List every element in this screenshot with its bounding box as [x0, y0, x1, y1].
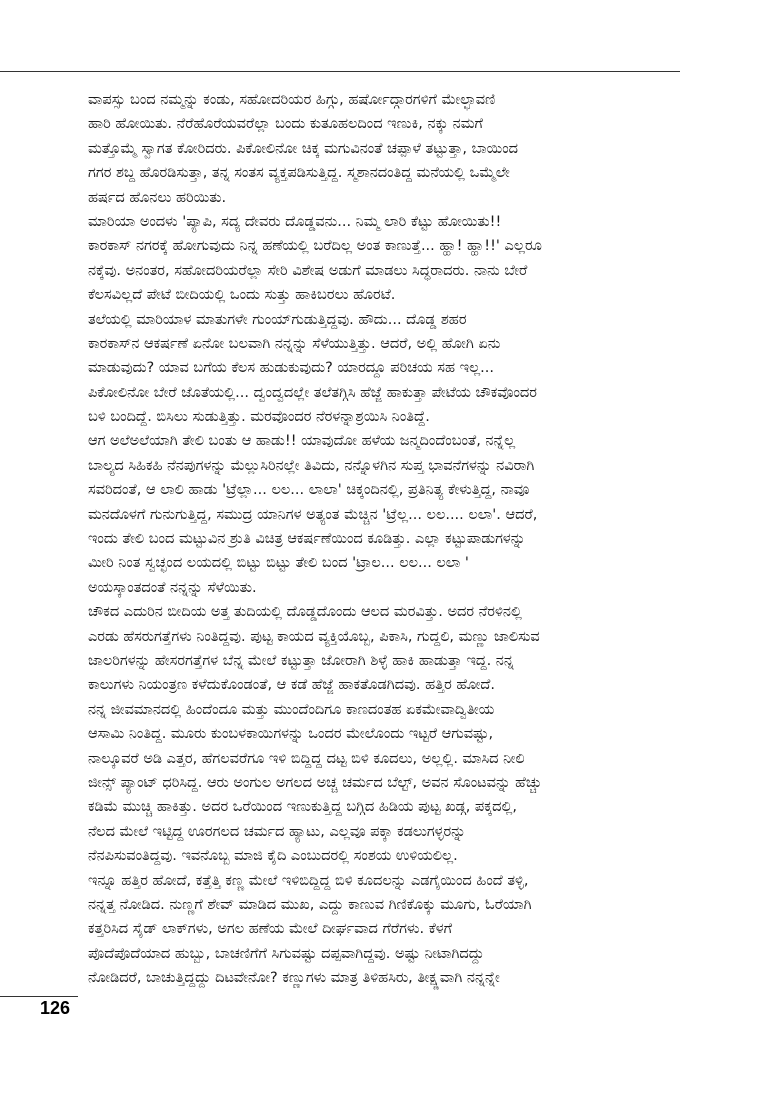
footer-rule [0, 996, 78, 997]
text-line: ಕತ್ತರಿಸಿದ ಸೈಡ್ ಲಾಕ್‌ಗಳು, ಅಗಲ ಹಣೆಯ ಮೇಲೆ ದೀರ್ಘವಾದ ಗೆರೆಗಳು. ಕೆಳಗೆ [88, 921, 453, 938]
text-line: ನೆನಪಿಸುವಂತಿದ್ದವು. ಇವನೊಬ್ಬ ಮಾಜಿ ಕೈದಿ ಎಂಬುದರಲ್ಲಿ ಸಂಶಯ ಉಳಿಯಲಿಲ್ಲ. [88, 848, 458, 865]
text-line: ನಕ್ಕೆವು. ಅನಂತರ, ಸಹೋದರಿಯರೆಲ್ಲಾ ಸೇರಿ ವಿಶೇಷ ಅಡುಗೆ ಮಾಡಲು ಸಿದ್ಧರಾದರು. ನಾನು ಬೇರೆ [88, 262, 528, 279]
text-line: ನನ್ನತ್ತ ನೋಡಿದ. ನುಣ್ಣಗೆ ಶೇವ್ ಮಾಡಿದ ಮುಖ, ಎದ್ದು ಕಾಣುವ ಗಿಣಿಕೊಕ್ಕು ಮೂಗು, ಓರೆಯಾಗಿ [88, 896, 532, 913]
text-line: ಪೊದೆಪೊದೆಯಾದ ಹುಬ್ಬು, ಬಾಚಣಿಗೆಗೆ ಸಿಗುವಷ್ಟು ದಪ್ಪವಾಗಿದ್ದವು. ಅಷ್ಟು ನೀಟಾಗಿದದ್ದು [88, 945, 485, 962]
text-line: ಆಸಾಮಿ ನಿಂತಿದ್ದ. ಮೂರು ಕುಂಬಳಕಾಯಿಗಳನ್ನು ಒಂದರ ಮೇಲೊಂದು ಇಟ್ಟರೆ ಆಗುವಷ್ಟು, [88, 726, 494, 743]
text-line: ನೋಡಿದರೆ, ಬಾಚುತ್ತಿದ್ದದ್ದು ದಿಟವೇನೋ? ಕಣ್ಣುಗಳು ಮಾತ್ರ ತಿಳಿಹಸಿರು, ತೀಕ್ಷ್ಣವಾಗಿ ನನ್ನನ್ನೇ [88, 970, 500, 987]
header-rule [0, 71, 680, 72]
text-line: ಗಗರ ಶಬ್ದ ಹೊರಡಿಸುತ್ತಾ, ತನ್ನ ಸಂತಸ ವ್ಯಕ್ತಪಡಿಸುತ್ತಿದ್ದ. ಸ್ಮಶಾನದಂತಿದ್ದ ಮನೆಯಲ್ಲಿ ಒಮ್ಮೆಲೇ [88, 165, 510, 182]
text-line: ತಲೆಯಲ್ಲಿ ಮಾರಿಯಾಳ ಮಾತುಗಳೇ ಗುಂಯ್‌ಗುಡುತ್ತಿದ್ದವು. ಹೌದು... ದೊಡ್ಡ ಶಹರ [88, 311, 467, 328]
paragraph-2 [88, 210, 678, 308]
text-line: ಅಯಸ್ಕಾಂತದಂತೆ ನನ್ನನ್ನು ಸೆಳೆಯಿತು. [88, 579, 257, 596]
paragraph-7 [88, 869, 678, 991]
text-line: ಮತ್ತೊಮ್ಮೆ ಸ್ವಾಗತ ಕೋರಿದರು. ಪಿಕೋಲಿನೋ ಚಿಕ್ಕ ಮಗುವಿನಂತೆ ಚಪ್ಪಾಳೆ ತಟ್ಟುತ್ತಾ, ಬಾಯಿಂದ [88, 140, 518, 157]
text-line: ಕಾರಕಾಸ್ ನಗರಕ್ಕೆ ಹೋಗುವುದು ನಿನ್ನ ಹಣೆಯಲ್ಲಿ ಬರೆದಿಲ್ಲ ಅಂತ ಕಾಣುತ್ತೆ... ಹ್ಹಾ! ಹ್ಹಾ!!' ಎಲ್ಲರೂ [88, 238, 542, 255]
text-line: ಸವರಿದಂತೆ, ಆ ಲಾಲಿ ಹಾಡು 'ಟ್ರೆಲ್ಲಾ... ಲಲ... ಲಾಲಾ' ಚಿಕ್ಕಂದಿನಲ್ಲಿ, ಪ್ರತಿನಿತ್ಯ ಕೇಳುತ್ತಿದ್ದ, ನಾವೂ [88, 482, 530, 499]
text-line: ಪಿಕೋಲಿನೋ ಬೇರೆ ಜೊತೆಯಲ್ಲಿ... ದ್ವಂದ್ವದಲ್ಲೇ ತಲೆತಗ್ಗಿಸಿ ಹೆಜ್ಜೆ ಹಾಕುತ್ತಾ ಪೇಟೆಯ ಚೌಕವೊಂದರ [88, 384, 537, 401]
text-line: ನೆಲದ ಮೇಲೆ ಇಟ್ಟಿದ್ದ ಊರಗಲದ ಚರ್ಮದ ಹ್ಯಾಟು, ಎಲ್ಲವೂ ಪಕ್ಕಾ ಕಡಲುಗಳ್ಳರನ್ನು [88, 823, 466, 840]
text-line: ಬಾಲ್ಯದ ಸಿಹಿಕಹಿ ನೆನಪುಗಳನ್ನು ಮೆಲ್ಲುಸಿರಿನಲ್ಲೇ ತಿವಿದು, ನನ್ನೊಳಗಿನ ಸುಪ್ತ ಭಾವನೆಗಳನ್ನು ನವಿರಾಗಿ [88, 457, 535, 474]
text-line: ವಾಪಸ್ಸು ಬಂದ ನಮ್ಮನ್ನು ಕಂಡು, ಸಹೋದರಿಯರ ಹಿಗ್ಗು, ಹರ್ಷೋದ್ಗಾರಗಳಿಗೆ ಮೇಲ್ಛಾವಣಿ [88, 92, 496, 108]
text-line: ಮಾರಿಯಾ ಅಂದಳು 'ಪ್ಯಾಪಿ, ಸದ್ಯ ದೇವರು ದೊಡ್ಡವನು... ನಿಮ್ಮ ಲಾರಿ ಕೆಟ್ಟು ಹೋಯಿತು!! [88, 213, 502, 230]
text-line: ಇಂದು ತೇಲಿ ಬಂದ ಮಟ್ಟುವಿನ ಶ್ರುತಿ ವಿಚಿತ್ರ ಆಕರ್ಷಣೆಯಿಂದ ಕೂಡಿತ್ತು. ಎಲ್ಲಾ ಕಟ್ಟುಪಾಡುಗಳನ್ನು [88, 531, 526, 548]
text-line: ಆಗ ಅಲೆಅಲೆಯಾಗಿ ತೇಲಿ ಬಂತು ಆ ಹಾಡು!! ಯಾವುದೋ ಹಳೆಯ ಜನ್ಮದಿಂದೆಂಬಂತೆ, ನನ್ನೆಲ್ಲ [88, 433, 516, 450]
paragraph-4 [88, 429, 678, 600]
body-text [88, 88, 678, 990]
text-line: ಇನ್ನೂ ಹತ್ತಿರ ಹೋದೆ, ಕತ್ತೆತ್ತಿ ಕಣ್ಣ ಮೇಲೆ ಇಳಿಬಿದ್ದಿದ್ದ ಬಿಳಿ ಕೂದಲನ್ನು ಎಡಗೈಯಿಂದ ಹಿಂದೆ ತಳ್ಳಿ, [88, 872, 529, 889]
text-line: ಕೆಲಸವಿಲ್ಲದೆ ಪೇಟೆ ಬೀದಿಯಲ್ಲಿ ಒಂದು ಸುತ್ತು ಹಾಕಿಬರಲು ಹೊರಟೆ. [88, 287, 396, 304]
text-line: ಜಾಲರಿಗಳನ್ನು ಹೇಸರಗತ್ತೆಗಳ ಬೆನ್ನ ಮೇಲೆ ಕಟ್ಟುತ್ತಾ ಜೋರಾಗಿ ಶಿಳ್ಳೆ ಹಾಕಿ ಹಾಡುತ್ತಾ ಇದ್ದ. ನನ್ನ [88, 652, 514, 669]
text-line: ಜೀನ್ಸ್ ಪ್ಯಾಂಟ್ ಧರಿಸಿದ್ದ. ಆರು ಅಂಗುಲ ಅಗಲದ ಅಚ್ಚ ಚರ್ಮದ ಬೆಲ್ಟ್, ಅವನ ಸೊಂಟವನ್ನು ಹೆಚ್ಚು [88, 774, 542, 791]
text-line: ಹಾರಿ ಹೋಯಿತು. ನೆರೆಹೊರೆಯವರೆಲ್ಲಾ ಬಂದು ಕುತೂಹಲದಿಂದ ಇಣುಕಿ, ನಕ್ಕು ನಮಗೆ [88, 116, 483, 133]
text-line: ಎರಡು ಹೆಸರುಗತ್ತೆಗಳು ನಿಂತಿದ್ದವು. ಪುಟ್ಟ ಕಾಯದ ವ್ಯಕ್ತಿಯೊಬ್ಬ, ಪಿಕಾಸಿ, ಗುದ್ದಲಿ, ಮಣ್ಣು ಜಾಲಿಸುವ [88, 628, 540, 645]
text-line: ನನ್ನ ಜೀವಮಾನದಲ್ಲಿ ಹಿಂದೆಂದೂ ಮತ್ತು ಮುಂದೆಂದಿಗೂ ಕಾಣದಂತಹ ಏಕಮೇವಾದ್ವಿತೀಯ [88, 701, 495, 718]
paragraph-6 [88, 698, 678, 869]
text-line: ಕಡಿಮೆ ಮುಚ್ಚಿ ಹಾಕಿತ್ತು. ಅದರ ಒರೆಯಿಂದ ಇಣುಕುತ್ತಿದ್ದ ಬಗ್ಗಿದ ಹಿಡಿಯ ಪುಟ್ಟ ಖಡ್ಗ, ಪಕ್ಕದಲ್ಲಿ, [88, 799, 518, 816]
text-line: ಮೀರಿ ನಿಂತ ಸ್ವಚ್ಛಂದ ಲಯದಲ್ಲಿ ಬಿಟ್ಟು ಬಿಟ್ಟು ತೇಲಿ ಬಂದ 'ಟ್ರಾಲ... ಲಲ... ಲಲಾ ' [88, 555, 469, 572]
paragraph-5 [88, 600, 678, 698]
page-number: 126 [40, 998, 71, 1018]
paragraph-3 [88, 308, 678, 430]
text-line: ಕಾರಕಾಸ್‌ನ ಆಕರ್ಷಣೆ ಏನೋ ಬಲವಾಗಿ ನನ್ನನ್ನು ಸೆಳೆಯುತ್ತಿತ್ತು. ಆದರೆ, ಅಲ್ಲಿ ಹೋಗಿ ಏನು [88, 335, 501, 352]
text-line: ನಾಲ್ಕೂವರೆ ಅಡಿ ಎತ್ತರ, ಹೆಗಲವರೆಗೂ ಇಳಿ ಬಿದ್ದಿದ್ದ ದಟ್ಟ ಬಿಳಿ ಕೂದಲು, ಅಲ್ಲಲ್ಲಿ. ಮಾಸಿದ ನೀಲಿ [88, 750, 525, 767]
text-line: ಕಾಲುಗಳು ನಿಯಂತ್ರಣ ಕಳೆದುಕೊಂಡಂತೆ, ಆ ಕಡೆ ಹೆಜ್ಜೆ ಹಾಕತೊಡಗಿದವು. ಹತ್ತಿರ ಹೋದೆ. [88, 677, 495, 694]
text-line: ಹರ್ಷದ ಹೊನಲು ಹರಿಯಿತು. [88, 189, 227, 206]
text-line: ಮಾಡುವುದು? ಯಾವ ಬಗೆಯ ಕೆಲಸ ಹುಡುಕುವುದು? ಯಾರದ್ದೂ ಪರಿಚಯ ಸಹ ಇಲ್ಲ... [88, 360, 495, 377]
text-line: ಬಳಿ ಬಂದಿದ್ದೆ. ಬಿಸಿಲು ಸುಡುತ್ತಿತ್ತು. ಮರವೊಂದರ ನೆರಳನ್ನಾಶ್ರಯಿಸಿ ನಿಂತಿದ್ದೆ. [88, 409, 430, 426]
text-line: ಮನದೊಳಗೆ ಗುನುಗುತ್ತಿದ್ದ, ಸಮುದ್ರ ಯಾನಿಗಳ ಅತ್ಯಂತ ಮೆಚ್ಚಿನ 'ಟ್ರೆಲ್ಲ... ಲಲ.... ಲಲಾ'. ಆದರೆ, [88, 506, 538, 523]
text-line: ಚೌಕದ ಎದುರಿನ ಬೀದಿಯ ಅತ್ತ ತುದಿಯಲ್ಲಿ ದೊಡ್ಡದೊಂದು ಆಲದ ಮರವಿತ್ತು. ಅದರ ನೆರಳಿನಲ್ಲಿ [88, 604, 522, 621]
paragraph-1 [88, 88, 678, 210]
